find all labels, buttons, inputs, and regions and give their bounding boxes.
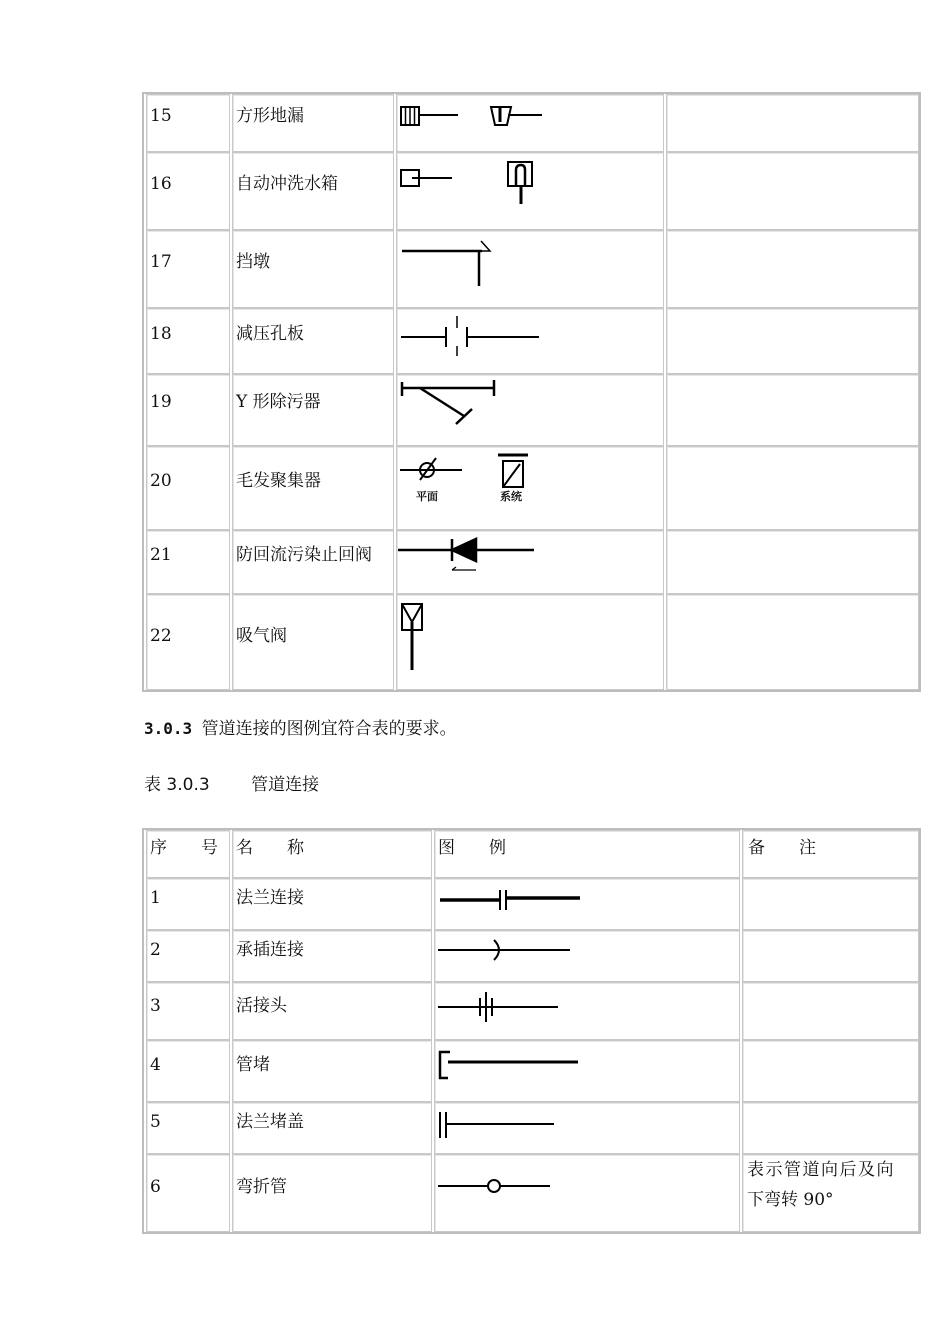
- pipe-plug-icon: [436, 1046, 596, 1096]
- table-row: [144, 530, 919, 594]
- header-number: 序 号: [150, 838, 218, 858]
- auto-flush-tank-icon: [398, 156, 558, 226]
- table-row: [144, 982, 919, 1040]
- row-name: Y 形除污器: [236, 392, 321, 412]
- header-name: 名 称: [236, 838, 304, 858]
- row-number: 16: [150, 174, 172, 194]
- row-number: 2: [150, 940, 161, 960]
- table-header-row: [144, 830, 919, 878]
- header-symbol: 图 例: [438, 838, 506, 858]
- row-number: 6: [150, 1177, 161, 1197]
- row-number: 1: [150, 888, 161, 908]
- row-number: 19: [150, 392, 172, 412]
- system-view-label: 系统: [500, 490, 522, 503]
- row-number: 22: [150, 626, 172, 646]
- union-joint-icon: [436, 986, 596, 1036]
- row-number: 21: [150, 545, 172, 565]
- table-row: [144, 1154, 919, 1232]
- y-strainer-icon: [398, 376, 558, 442]
- row-name: 毛发聚集器: [236, 471, 321, 491]
- section-text: 管道连接的图例宜符合表的要求。: [201, 719, 457, 739]
- thrust-block-icon: [398, 234, 558, 304]
- table-name: 管道连接: [251, 775, 320, 795]
- table-row: [144, 374, 919, 446]
- row-name: 承插连接: [236, 940, 304, 960]
- table-row: [144, 930, 919, 982]
- table-row: [144, 152, 919, 230]
- row-number: 18: [150, 324, 172, 344]
- row-name: 防回流污染止回阀: [236, 545, 372, 565]
- blind-flange-icon: [436, 1106, 596, 1150]
- row-number: 17: [150, 252, 172, 272]
- table-caption: [144, 770, 319, 795]
- pipe-connection-table: [142, 828, 921, 1234]
- flange-connection-icon: [436, 882, 596, 922]
- table-row: [144, 878, 919, 930]
- plan-view-label: 平面: [416, 490, 438, 503]
- section-paragraph: [144, 714, 457, 739]
- row-name: 挡墩: [236, 252, 270, 272]
- row-name: 减压孔板: [236, 324, 304, 344]
- row-number: 3: [150, 996, 161, 1016]
- row-name: 法兰堵盖: [236, 1112, 304, 1132]
- row-name: 活接头: [236, 996, 287, 1016]
- pressure-reducing-orifice-icon: [398, 310, 558, 370]
- row-name: 管堵: [236, 1055, 270, 1075]
- row-number: 5: [150, 1112, 161, 1132]
- symbol-table-a: [142, 92, 921, 692]
- backflow-check-valve-icon: [396, 532, 556, 588]
- table-label: 表 3.0.3: [144, 775, 210, 795]
- row-number: 20: [150, 471, 172, 491]
- row-note: 表示管道向后及向: [747, 1160, 895, 1180]
- air-admittance-valve-icon: [398, 598, 458, 688]
- table-row: [144, 230, 919, 308]
- table-row: [144, 594, 919, 690]
- row-name: 法兰连接: [236, 888, 304, 908]
- hair-collector-icon: [398, 452, 558, 516]
- row-note: 下弯转 90°: [747, 1190, 834, 1210]
- row-name: 弯折管: [236, 1177, 287, 1197]
- table-row: [144, 1040, 919, 1102]
- square-floor-drain-icon: [398, 98, 558, 138]
- table-row: [144, 446, 919, 530]
- table-row: [144, 94, 919, 152]
- socket-connection-icon: [436, 932, 596, 972]
- row-name: 自动冲洗水箱: [236, 174, 338, 194]
- row-name: 方形地漏: [236, 106, 304, 126]
- section-number: 3.0.3: [144, 719, 193, 738]
- row-number: 4: [150, 1055, 161, 1075]
- bent-pipe-icon: [436, 1168, 596, 1208]
- row-name: 吸气阀: [236, 626, 287, 646]
- header-remarks: 备 注: [748, 838, 816, 858]
- table-row: [144, 308, 919, 374]
- table-row: [144, 1102, 919, 1154]
- row-number: 15: [150, 106, 172, 126]
